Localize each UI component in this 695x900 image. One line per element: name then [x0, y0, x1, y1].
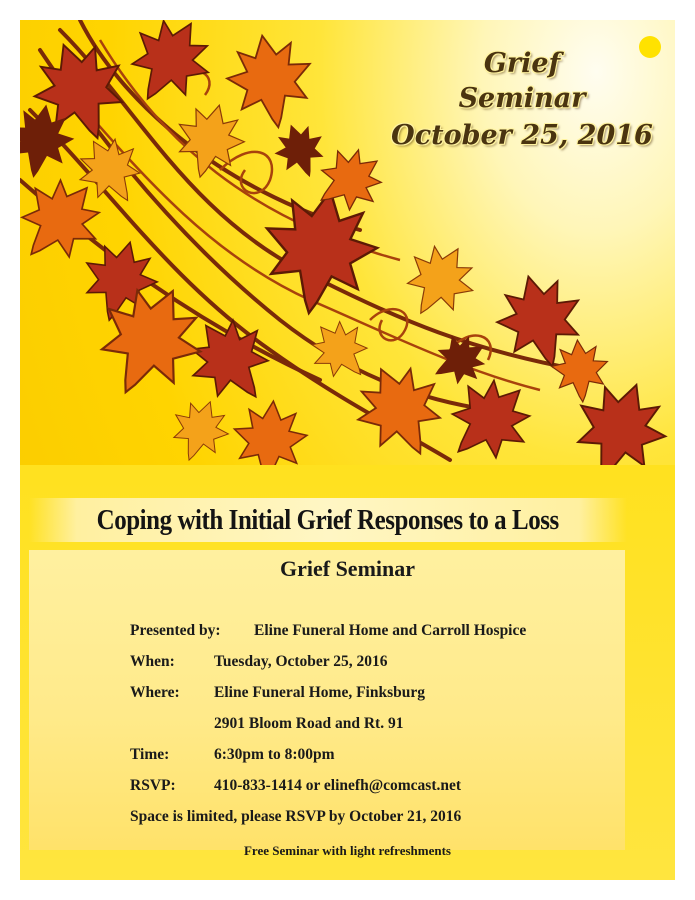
- presented-label: Presented by:: [130, 622, 221, 639]
- time-label: Time:: [130, 746, 170, 763]
- time-value: 6:30pm to 8:00pm: [214, 746, 335, 763]
- rsvp-value: 410-833-1414 or elinefh@comcast.net: [214, 777, 462, 794]
- presented-by-row: [130, 622, 526, 640]
- address-row: [130, 715, 403, 733]
- headline-text: Coping with Initial Grief Responses to a Loss: [96, 503, 560, 536]
- time-row: [130, 746, 335, 764]
- when-label: When:: [130, 653, 175, 670]
- presented-value: Eline Funeral Home and Carroll Hospice: [254, 622, 527, 639]
- title-line-1: Grief: [483, 48, 561, 79]
- free-seminar-note: Free Seminar with light refreshments: [243, 843, 451, 858]
- flyer-title: [372, 46, 672, 156]
- when-row: [130, 653, 388, 671]
- when-value: Tuesday, October 25, 2016: [214, 653, 388, 670]
- rsvp-label: RSVP:: [130, 777, 176, 794]
- title-line-2: Seminar: [458, 83, 586, 114]
- headline-banner: [29, 498, 627, 542]
- rsvp-row: [130, 777, 461, 795]
- where-label: Where:: [130, 684, 180, 701]
- where-row: [130, 684, 425, 702]
- title-date: October 25, 2016: [391, 120, 653, 151]
- address-value: 2901 Bloom Road and Rt. 91: [214, 715, 404, 732]
- where-value: Eline Funeral Home, Finksburg: [214, 684, 425, 701]
- seminar-subtitle: Grief Seminar: [279, 556, 416, 581]
- space-note: Space is limited, please RSVP by October 21, 2016: [130, 808, 462, 825]
